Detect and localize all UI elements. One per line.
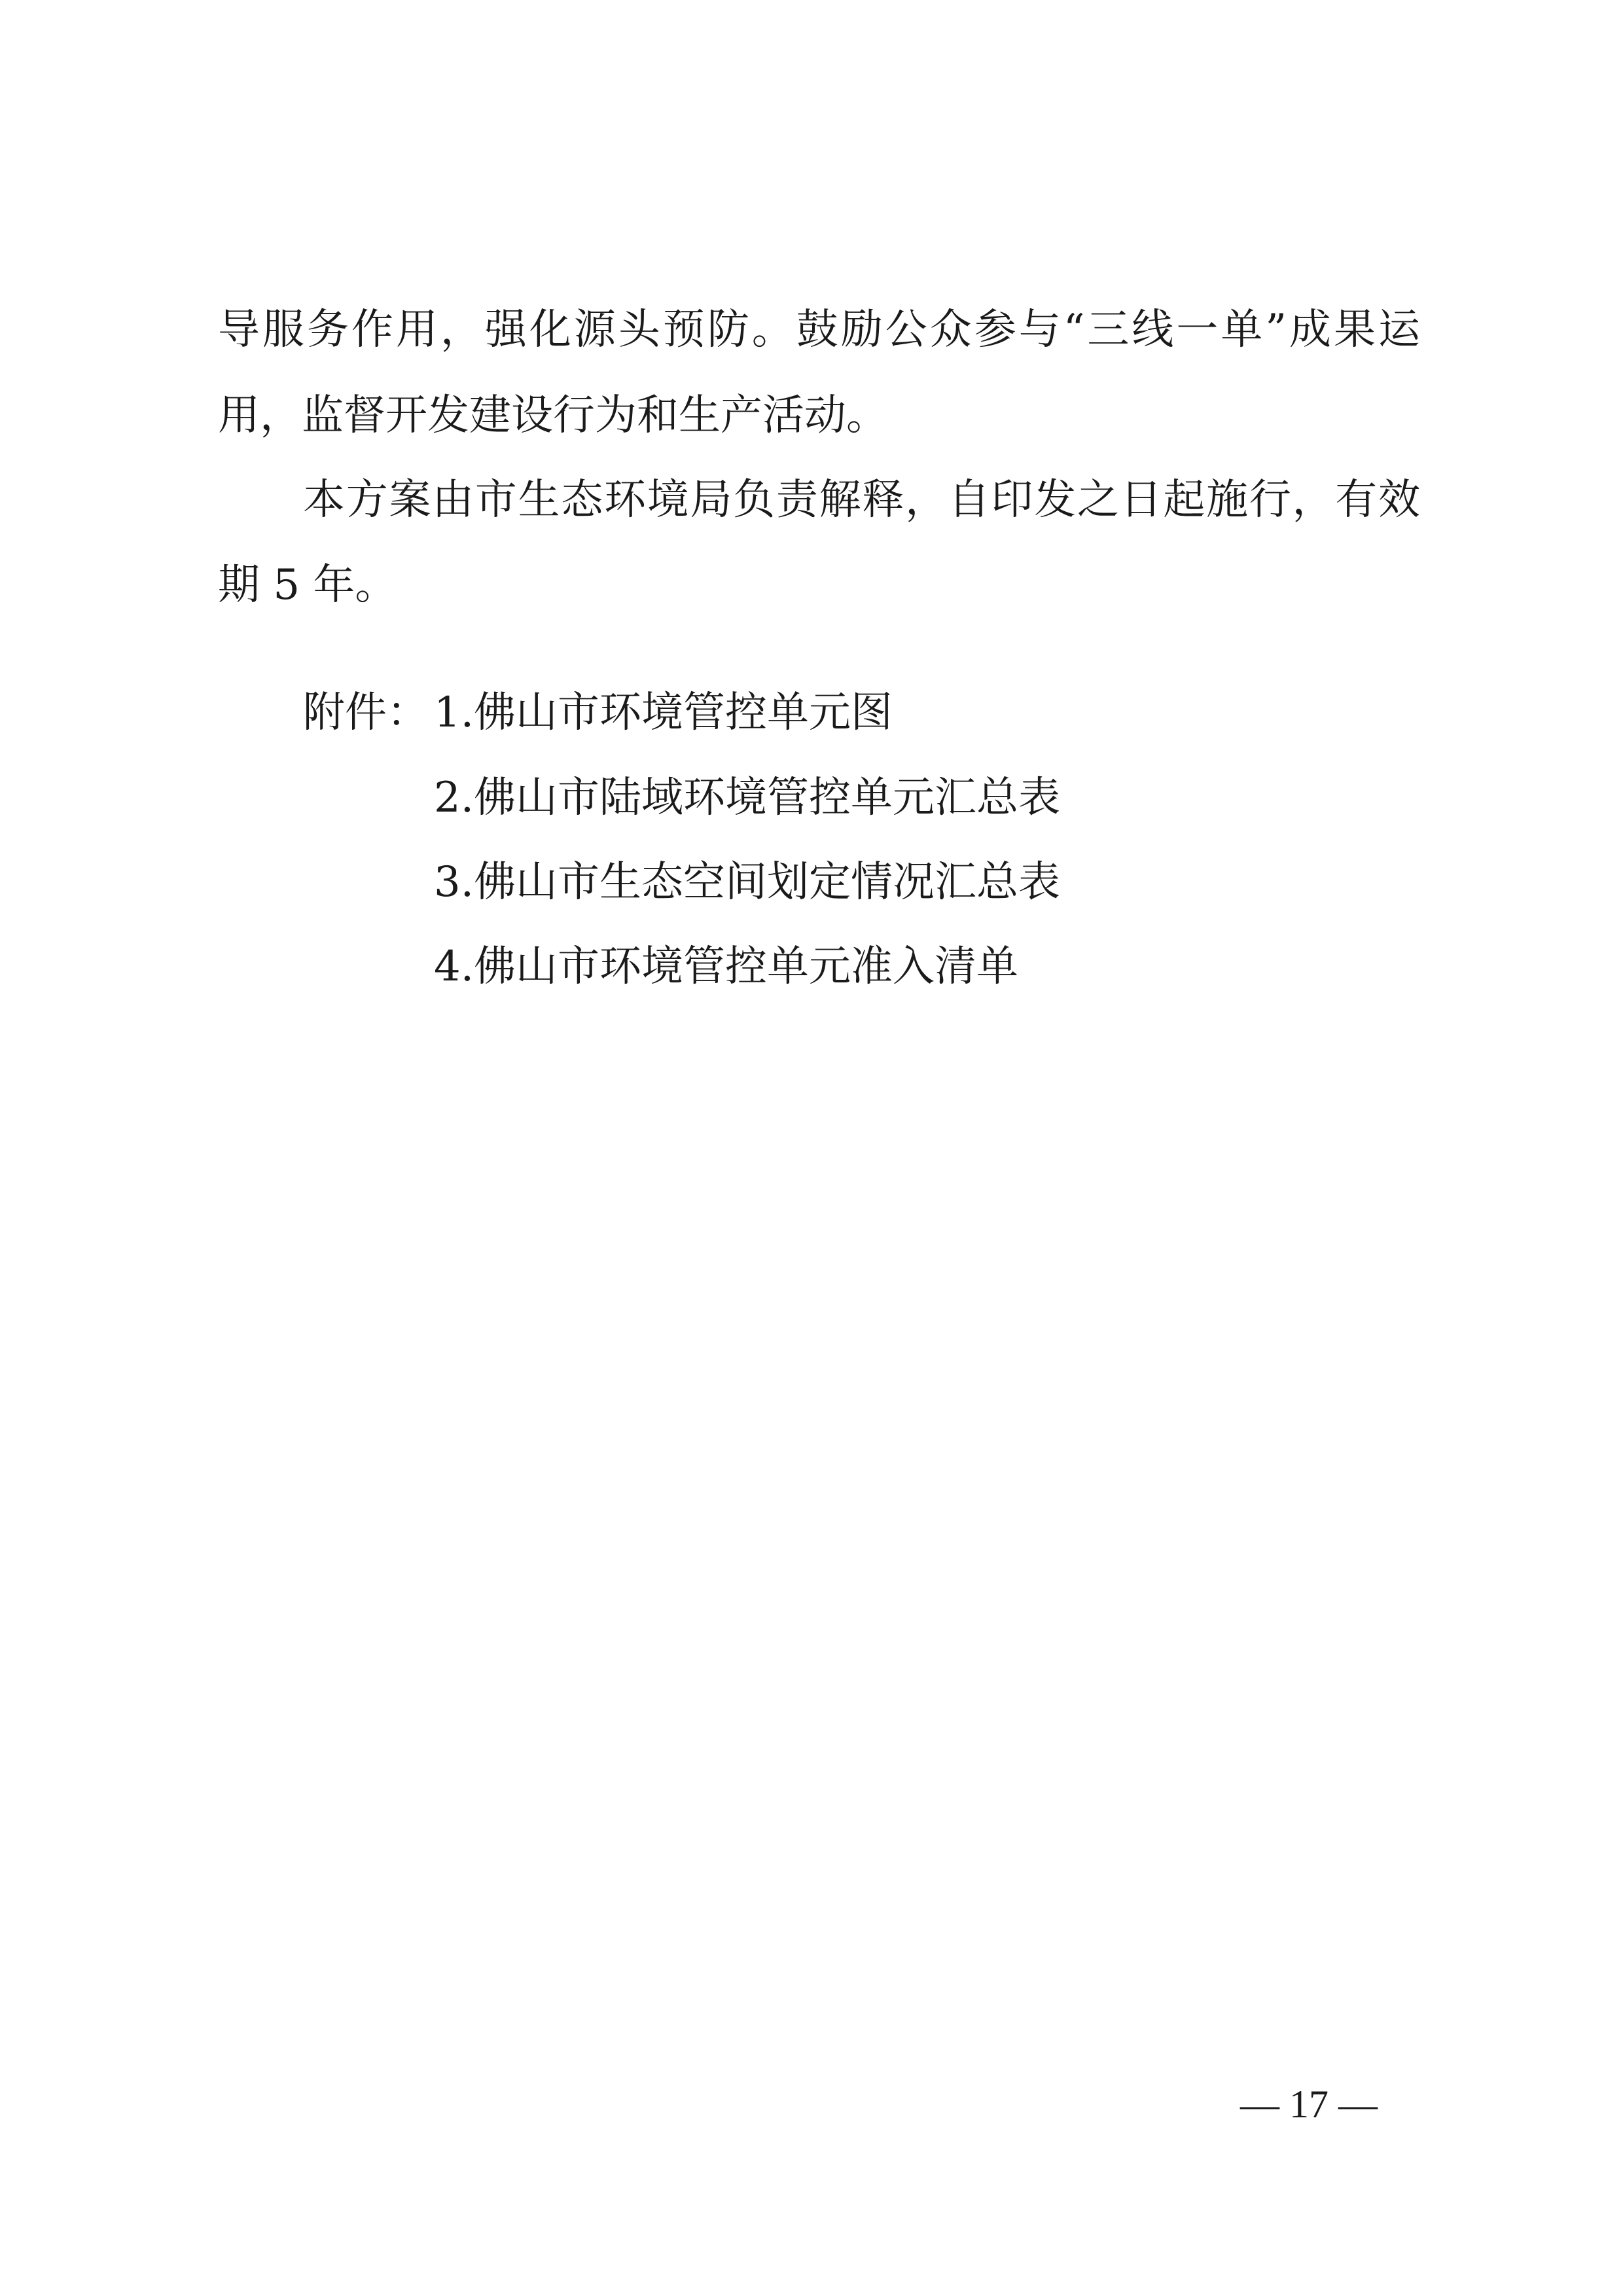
attachments-label: 附件：	[303, 689, 429, 737]
page-number: — 17 —	[1240, 2083, 1378, 2126]
paragraph-1-line-1: 导服务作用，强化源头预防。鼓励公众参与“三线一单”成果运	[218, 306, 1420, 354]
paragraph-2-line-2: 期 5 年。	[218, 561, 397, 609]
attachment-item-3: 3.佛山市生态空间划定情况汇总表	[434, 858, 1061, 906]
paragraph-1-line-2: 用，监督开发建设行为和生产活动。	[218, 391, 888, 440]
attachment-item-2: 2.佛山市陆域环境管控单元汇总表	[434, 774, 1061, 822]
paragraph-2-line-1: 本方案由市生态环境局负责解释，自印发之日起施行，有效	[303, 476, 1420, 524]
attachment-item-1: 1.佛山市环境管控单元图	[434, 689, 893, 737]
attachment-item-4: 4.佛山市环境管控单元准入清单	[434, 942, 1019, 991]
